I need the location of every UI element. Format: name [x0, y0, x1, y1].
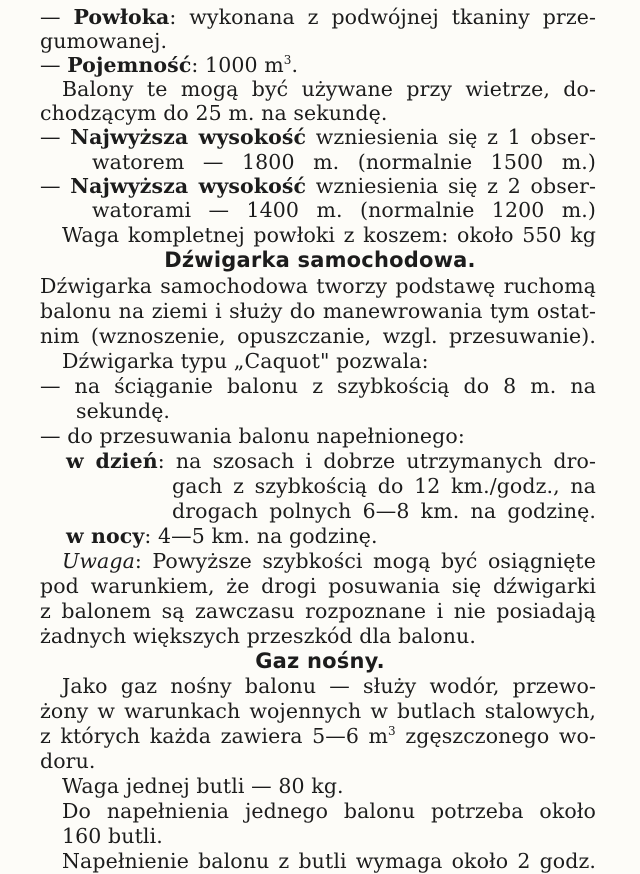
- text-run: drogach polnych 6—8 km. na godzinę.: [172, 499, 596, 523]
- bold-term: Najwyższa wysokość: [70, 125, 307, 149]
- italic-term: Uwaga: [62, 549, 135, 573]
- text-run: żony w warunkach wojennych w butlach stalowych,: [40, 699, 596, 723]
- text-run: Gaz nośny.: [255, 649, 385, 673]
- text-line: [40, 698, 596, 724]
- text-line: [62, 76, 596, 102]
- text-line: [40, 273, 596, 299]
- bold-term: Pojemność: [67, 53, 192, 77]
- text-run: —: [40, 174, 71, 198]
- text-line: [40, 28, 167, 54]
- text-line: [40, 298, 596, 324]
- text-line: [40, 173, 596, 199]
- text-run: chodzącym do 25 m. na sekundę.: [40, 101, 388, 125]
- text-line: [66, 448, 596, 474]
- text-line: [62, 848, 596, 874]
- text-run: Dźwigarka samochodowa.: [164, 248, 476, 272]
- text-line: [40, 573, 596, 599]
- text-run: : 4—5 km. na godzinę.: [144, 524, 378, 548]
- text-run: Do napełnienia jednego balonu potrzeba około: [62, 799, 596, 823]
- text-run: zgęszczonego wo-: [395, 724, 596, 748]
- text-run: Dźwigarka typu „Caquot" pozwala:: [62, 349, 429, 373]
- bold-term: Najwyższa wysokość: [70, 174, 307, 198]
- text-run: z balonem są zawczasu rozpoznane i nie posiadają: [40, 599, 596, 623]
- text-line: [40, 124, 596, 150]
- bold-term: w nocy: [66, 524, 145, 548]
- text-line: [62, 348, 429, 374]
- text-run: — na ściąganie balonu z szybkością do 8 m. na: [40, 374, 596, 398]
- text-run: —: [40, 125, 71, 149]
- text-run: watorem — 1800 m. (normalnie 1500 m.): [92, 150, 596, 174]
- text-run: 160 butli.: [62, 824, 163, 848]
- text-run: wzniesienia się z 1 obser-: [306, 125, 596, 149]
- text-line: [62, 222, 596, 248]
- text-run: doru.: [40, 749, 96, 773]
- text-run: —: [40, 5, 74, 29]
- text-line: [172, 498, 596, 524]
- text-run: z których każda zawiera 5—6 m: [40, 724, 389, 748]
- text-run: gach z szybkością do 12 km./godz., na: [172, 474, 596, 498]
- text-line: [62, 673, 596, 699]
- text-run: —: [40, 53, 68, 77]
- text-line: [40, 723, 596, 749]
- text-run: gumowanej.: [40, 29, 168, 53]
- text-run: : wykonana z podwójnej tkaniny prze-: [169, 5, 596, 29]
- text-line: [40, 423, 465, 449]
- text-run: balonu na ziemi i służy do manewrowania tym ostat-: [40, 299, 596, 323]
- superscript: 3: [283, 53, 292, 67]
- text-line: [76, 398, 170, 424]
- text-run: pod warunkiem, że drogi posuwania się dźwigarki: [40, 574, 596, 598]
- text-run: watorami — 1400 m. (normalnie 1200 m.): [92, 198, 596, 222]
- text-run: : Powyższe szybkości mogą być osiągnięte: [134, 549, 596, 573]
- text-line: [40, 100, 387, 126]
- text-line: [172, 473, 596, 499]
- text-line: [92, 149, 596, 175]
- text-run: Waga jednej butli — 80 kg.: [62, 774, 344, 798]
- text-line: [62, 773, 344, 799]
- text-run: Dźwigarka samochodowa tworzy podstawę ruchomą: [40, 274, 596, 298]
- text-line: [40, 623, 476, 649]
- text-run: Napełnienie balonu z butli wymaga około 2 godz.: [62, 849, 596, 873]
- text-line: [40, 748, 95, 774]
- text-line: [62, 823, 163, 849]
- text-line: [40, 323, 596, 349]
- text-run: : 1000 m: [191, 53, 284, 77]
- text-run: wzniesienia się z 2 obser-: [306, 174, 596, 198]
- bold-term: w dzień: [66, 449, 158, 473]
- text-line: [62, 548, 596, 574]
- text-line: [40, 4, 596, 30]
- text-run: żadnych większych przeszkód dla balonu.: [40, 624, 476, 648]
- text-line: [40, 598, 596, 624]
- section-heading: [0, 247, 640, 273]
- text-line: [40, 373, 596, 399]
- superscript: 3: [388, 724, 396, 738]
- text-run: Waga kompletnej powłoki z koszem: około 550 kg: [62, 223, 596, 247]
- text-run: sekundę.: [76, 399, 171, 423]
- text-run: — do przesuwania balonu napełnionego:: [40, 424, 465, 448]
- text-run: nim (wznoszenie, opuszczanie, wzgl. przesuwanie).: [40, 324, 596, 348]
- text-run: .: [291, 53, 299, 77]
- text-line: [92, 197, 596, 223]
- bold-term: Powłoka: [73, 5, 170, 29]
- text-line: [40, 52, 298, 78]
- text-line: [62, 798, 596, 824]
- text-line: [66, 523, 378, 549]
- text-run: : na szosach i dobrze utrzymanych dro-: [157, 449, 596, 473]
- text-run: Balony te mogą być używane przy wietrze, do-: [62, 77, 596, 101]
- section-heading: [0, 648, 640, 674]
- text-run: Jako gaz nośny balonu — służy wodór, przewo-: [62, 674, 596, 698]
